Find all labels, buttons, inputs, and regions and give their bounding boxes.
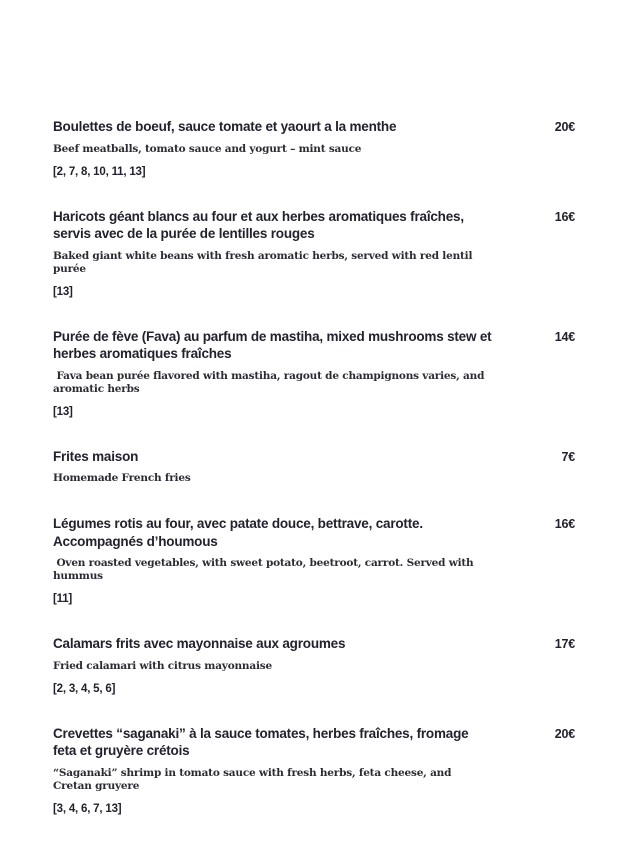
dish-title: Boulettes de boeuf, sauce tomate et yaourt a la menthe [53,119,397,134]
menu-item-main [53,635,523,695]
dish-price: 17€ [554,637,575,651]
menu-item [53,635,577,695]
dish-title: Purée de fève (Fava) au parfum de mastiha, mixed mushrooms stew et herbes aromatiques fraîches [53,328,496,361]
menu-item-main [53,725,523,815]
dish-description: Homemade French fries [53,472,191,484]
dish-price: 16€ [554,209,575,224]
menu-item-main [53,448,523,486]
dish-title: Haricots géant blancs au four et aux herbes aromatiques fraîches, servis avec de la purée de lentilles rouges [53,208,468,241]
dish-description: Fried calamari with citrus mayonnaise [53,659,272,672]
menu-item-main [53,208,523,298]
menu-item [53,515,577,605]
dish-allergens: [13] [53,285,73,298]
dish-allergens: [13] [53,405,73,418]
dish-price: 20€ [554,120,575,134]
dish-title: Calamars frits avec mayonnaise aux agroumes [53,636,346,651]
dish-price: 14€ [554,329,575,344]
menu-item-main [53,328,523,418]
menu-list [53,118,577,845]
dish-allergens: [2, 7, 8, 10, 11, 13] [53,165,146,178]
dish-title: Légumes rotis au four, avec patate douce, bettrave, carotte. Accompagnés d’houmous [53,516,426,549]
dish-price: 20€ [554,726,575,741]
dish-description: “Saganaki” shrimp in tomato sauce with fresh herbs, feta cheese, and Cretan gruyere [53,766,455,792]
dish-allergens: [2, 3, 4, 5, 6] [53,682,116,695]
dish-title: Frites maison [53,448,139,464]
dish-price: 16€ [554,517,575,531]
dish-price: 7€ [561,449,575,464]
dish-description: Oven roasted vegetables, with sweet potato, beetroot, carrot. Served with hummus [53,557,477,582]
menu-item [53,725,577,815]
dish-description: Fava bean purée flavored with mastiha, ragout de champignons varies, and aromatic herbs [53,369,488,395]
dish-title: Crevettes “saganaki” à la sauce tomates, herbes fraîches, fromage feta et gruyère crétois [53,725,473,758]
menu-item [53,208,577,298]
menu-item-main [53,118,523,178]
menu-item [53,448,577,486]
menu-item-main [53,515,523,605]
dish-description: Beef meatballs, tomato sauce and yogurt – mint sauce [53,142,362,155]
dish-allergens: [11] [53,593,73,605]
menu-item [53,118,577,178]
dish-allergens: [3, 4, 6, 7, 13] [53,802,122,815]
dish-description: Baked giant white beans with fresh aromatic herbs, served with red lentil purée [53,249,476,275]
menu-item [53,328,577,418]
